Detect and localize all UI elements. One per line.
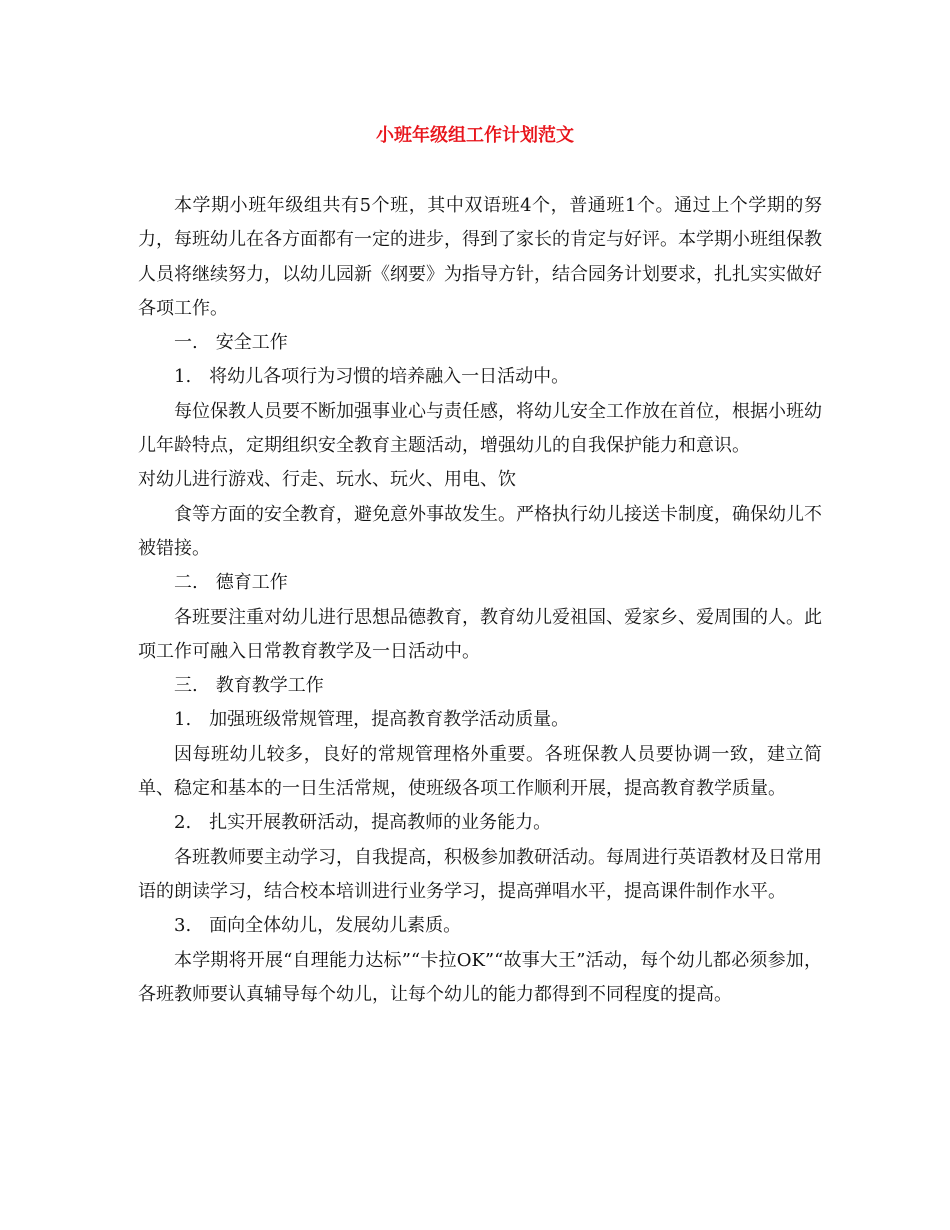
- paragraph-safety-3: 食等方面的安全教育，避免意外事故发生。严格执行幼儿接送卡制度，确保幼儿不被错接。: [138, 503, 822, 559]
- paragraph-teaching-3: 本学期将开展“自理能力达标”“卡拉OK”“故事大王”活动，每个幼儿都必须参加，各班教师要认真辅导每个幼儿，让每个幼儿的能力都得到不同程度的提高。: [138, 949, 822, 1005]
- subheading-teaching-1: 1. 加强班级常规管理，提高教育教学活动质量。: [174, 709, 570, 731]
- subheading-safety-1: 1. 将幼儿各项行为习惯的培养融入一日活动中。: [174, 366, 570, 388]
- subheading-teaching-3: 3. 面向全体幼儿，发展幼儿素质。: [174, 915, 462, 937]
- paragraph-moral: 各班要注重对幼儿进行思想品德教育，教育幼儿爱祖国、爱家乡、爱周围的人。此项工作可融入日常教育教学及一日活动中。: [138, 606, 822, 662]
- paragraph-safety-1: 每位保教人员要不断加强事业心与责任感，将幼儿安全工作放在首位，根据小班幼儿年龄特点，定期组织安全教育主题活动，增强幼儿的自我保护能力和意识。: [138, 400, 822, 457]
- heading-moral: 二. 德育工作: [174, 572, 288, 594]
- paragraph-teaching-2: 各班教师要主动学习，自我提高，积极参加教研活动。每周进行英语教材及日常用语的朗读学习，结合校本培训进行业务学习，提高弹唱水平，提高课件制作水平。: [138, 846, 822, 902]
- document-body: [138, 189, 822, 1012]
- subheading-teaching-2: 2. 扎实开展教研活动，提高教师的业务能力。: [174, 812, 552, 834]
- heading-teaching: 三. 教育教学工作: [174, 675, 324, 697]
- heading-safety: 一. 安全工作: [174, 332, 288, 354]
- document-title: 小班年级组工作计划范文: [376, 125, 574, 146]
- paragraph-intro: 本学期小班年级组共有5个班，其中双语班4个，普通班1个。通过上个学期的努力，每班幼儿在各方面都有一定的进步，得到了家长的肯定与好评。本学期小班组保教人员将继续努力，以幼儿园新《纲要》为指导方针，结合园务计划要求，扎扎实实做好各项工作。: [138, 195, 822, 319]
- paragraph-safety-2: 对幼儿进行游戏、行走、玩水、玩火、用电、饮: [138, 469, 516, 491]
- paragraph-teaching-1: 因每班幼儿较多，良好的常规管理格外重要。各班保教人员要协调一致，建立简单、稳定和基本的一日生活常规，使班级各项工作顺利开展，提高教育教学质量。: [138, 743, 822, 800]
